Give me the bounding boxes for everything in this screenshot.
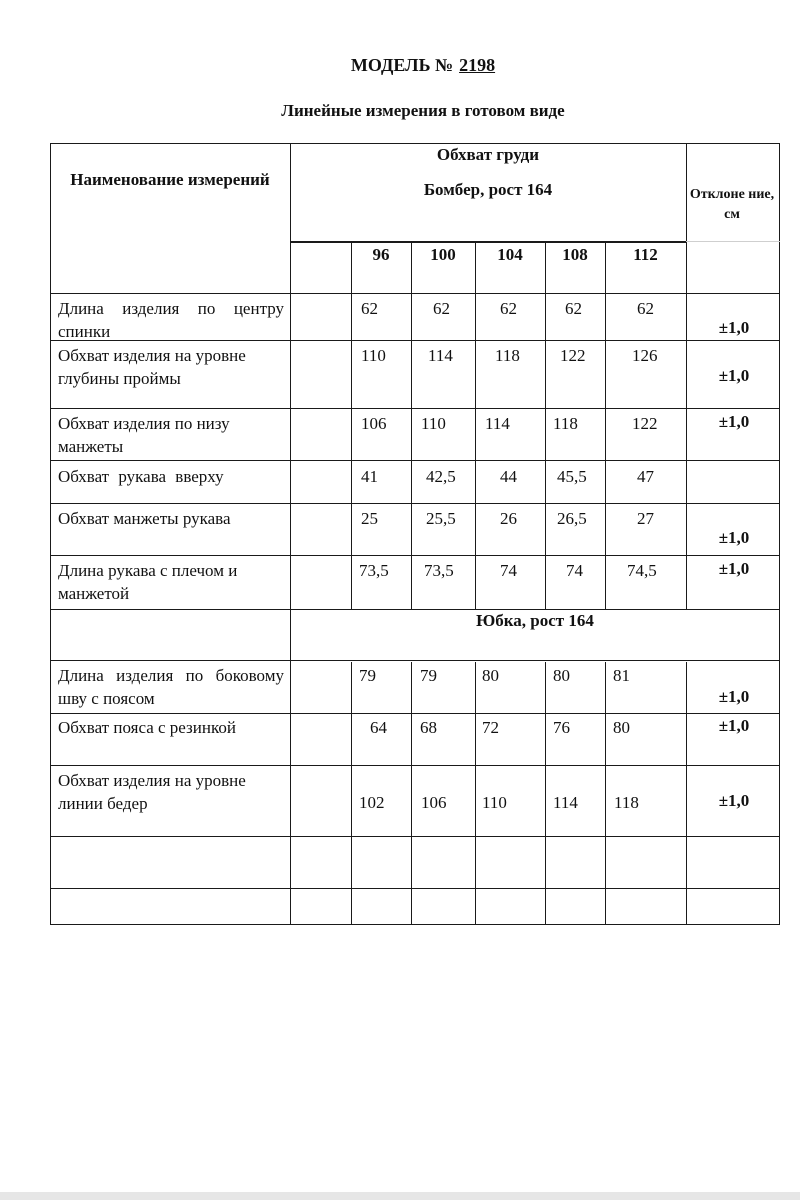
- row-name: Длина рукава с плечом и манжетой: [58, 561, 238, 603]
- row-deviation: ±1,0: [718, 791, 750, 810]
- table-line: [475, 662, 476, 925]
- row-value: 126: [632, 346, 658, 365]
- row-value: 62: [637, 299, 654, 318]
- row-deviation: ±1,0: [718, 716, 750, 735]
- row-value: 114: [485, 414, 510, 433]
- row-deviation: ±1,0: [718, 687, 750, 706]
- row-value: 73,5: [424, 561, 454, 580]
- table-line: [545, 662, 546, 925]
- size-header: 100: [430, 245, 456, 264]
- model-label: МОДЕЛЬ №: [350, 55, 454, 75]
- row-name: Обхват манжеты рукава: [58, 509, 231, 528]
- table-line: [50, 143, 780, 144]
- row-name: Обхват изделия на уровне глубины проймы: [58, 346, 246, 388]
- row-name: Длина изделия по центру спинки: [58, 299, 284, 341]
- row-value: 102: [359, 793, 385, 812]
- row-value: 81: [613, 666, 630, 685]
- table-line: [50, 765, 780, 766]
- row-deviation: ±1,0: [718, 412, 750, 431]
- row-name: Обхват пояса с резинкой: [58, 718, 236, 737]
- table-line: [50, 143, 51, 925]
- table-line: [50, 713, 780, 714]
- row-name: Длина изделия по боковому шву с поясом: [58, 666, 284, 708]
- row-value: 118: [614, 793, 639, 812]
- row-value: 41: [361, 467, 378, 486]
- row-value: 122: [632, 414, 658, 433]
- table-line: [50, 503, 780, 504]
- row-value: 110: [421, 414, 446, 433]
- row-value: 62: [361, 299, 378, 318]
- row-value: 80: [553, 666, 570, 685]
- table-line: [50, 609, 780, 610]
- row-value: 27: [637, 509, 654, 528]
- row-value: 110: [482, 793, 507, 812]
- row-value: 106: [361, 414, 387, 433]
- table-line: [411, 662, 412, 925]
- table-line: [290, 241, 686, 243]
- table-line: [686, 662, 687, 925]
- table-line: [50, 293, 780, 294]
- row-value: 73,5: [359, 561, 389, 580]
- row-value: 79: [420, 666, 437, 685]
- size-header: 104: [497, 245, 523, 264]
- row-value: 80: [613, 718, 630, 737]
- row-value: 74: [500, 561, 517, 580]
- table-line: [351, 662, 352, 925]
- row-value: 62: [500, 299, 517, 318]
- row-value: 80: [482, 666, 499, 685]
- table-line: [50, 924, 780, 925]
- row-value: 74: [566, 561, 583, 580]
- table-line: [50, 460, 780, 461]
- row-value: 64: [370, 718, 387, 737]
- model-number: 2198: [459, 55, 496, 75]
- table-line: [605, 662, 606, 925]
- row-value: 42,5: [426, 467, 456, 486]
- row-deviation: ±1,0: [718, 528, 750, 547]
- row-value: 72: [482, 718, 499, 737]
- chest-group-header: Обхват груди: [436, 145, 540, 164]
- document-subtitle: Линейные измерения в готовом виде: [281, 101, 565, 120]
- row-value: 62: [433, 299, 450, 318]
- size-header: 108: [562, 245, 588, 264]
- row-value: 114: [553, 793, 578, 812]
- row-value: 118: [495, 346, 520, 365]
- row-value: 62: [565, 299, 582, 318]
- model-title: [0, 55, 800, 76]
- row-name: Обхват рукава вверху: [58, 467, 224, 486]
- row-value: 25: [361, 509, 378, 528]
- table-line: [50, 888, 780, 889]
- size-header: 96: [372, 245, 390, 264]
- page-bottom-edge: [0, 1192, 800, 1200]
- name-column-header: Наименование измерений: [70, 170, 270, 189]
- deviation-column-header: Отклоне ние, см: [689, 187, 775, 222]
- row-name: Обхват изделия на уровне линии бедер: [58, 771, 246, 813]
- row-value: 122: [560, 346, 586, 365]
- size-header: 112: [633, 245, 658, 264]
- row-value: 26,5: [557, 509, 587, 528]
- row-value: 79: [359, 666, 376, 685]
- table-line: [50, 660, 780, 661]
- row-value: 45,5: [557, 467, 587, 486]
- table-line: [50, 408, 780, 409]
- row-value: 26: [500, 509, 517, 528]
- table-line: [290, 143, 291, 925]
- table-line: [50, 836, 780, 837]
- row-value: 47: [637, 467, 654, 486]
- row-value: 106: [421, 793, 447, 812]
- row-value: 118: [553, 414, 578, 433]
- row-value: 74,5: [627, 561, 657, 580]
- row-deviation: ±1,0: [718, 366, 750, 385]
- row-value: 76: [553, 718, 570, 737]
- row-value: 44: [500, 467, 517, 486]
- row-name: Обхват изделия по низу манжеты: [58, 414, 230, 456]
- table-line: [50, 555, 780, 556]
- row-value: 110: [361, 346, 386, 365]
- skirt-header: Юбка, рост 164: [476, 611, 594, 630]
- row-deviation: ±1,0: [718, 318, 750, 337]
- row-value: 114: [428, 346, 453, 365]
- row-value: 68: [420, 718, 437, 737]
- table-line: [686, 241, 780, 242]
- row-value: 25,5: [426, 509, 456, 528]
- row-deviation: ±1,0: [718, 559, 750, 578]
- bomber-header: Бомбер, рост 164: [423, 180, 553, 199]
